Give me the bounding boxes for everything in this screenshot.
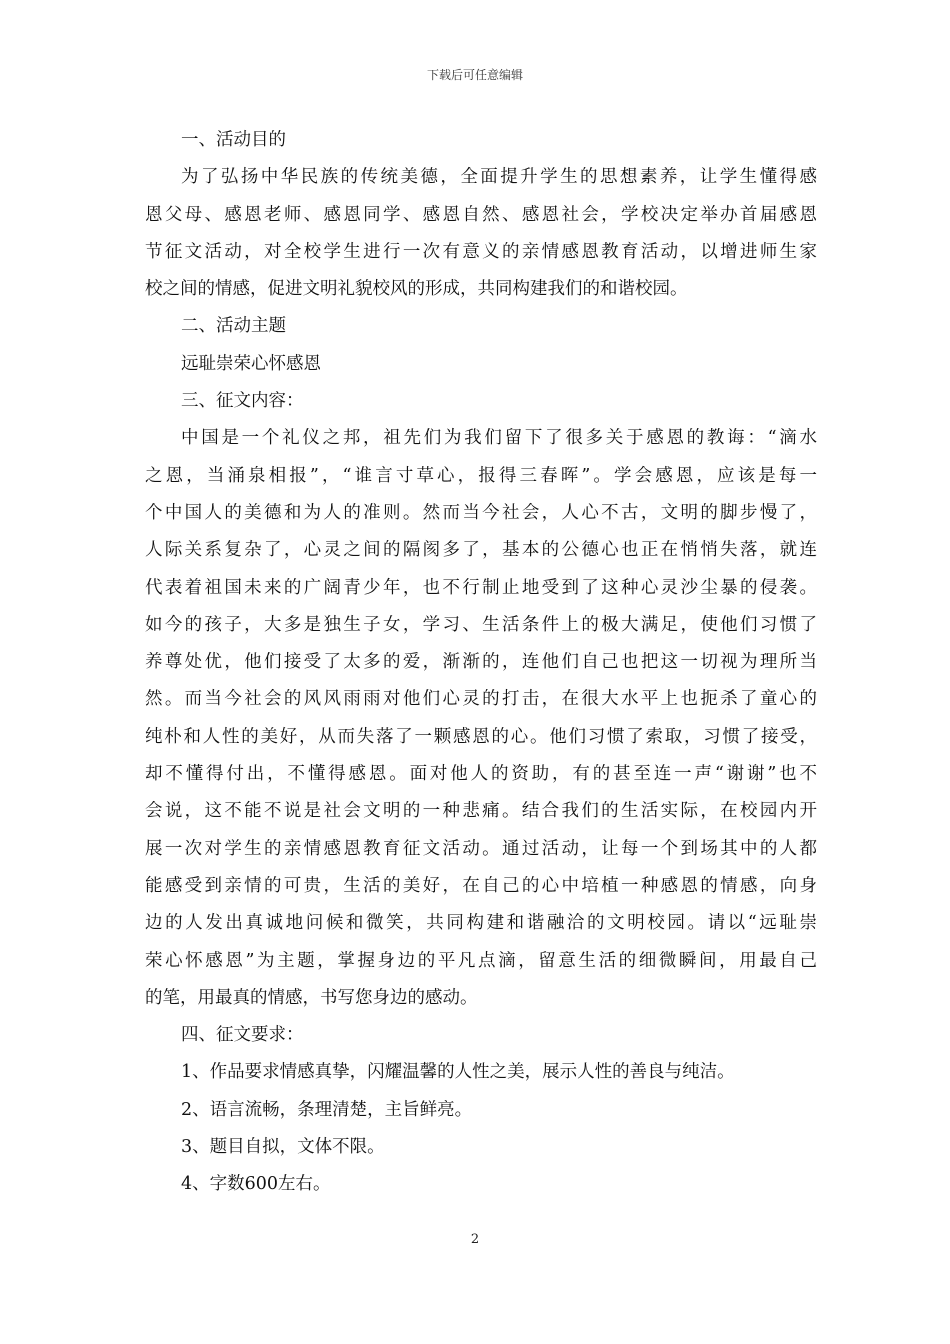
page-header: 下载后可任意编辑	[426, 68, 523, 82]
document-body	[145, 122, 817, 1204]
paragraph-line: 为了弘扬中华民族的传统美德，全面提升学生的思想素养，让学生懂得感	[181, 167, 817, 188]
paragraph-line: 恩父母、感恩老师、感恩同学、感恩自然、感恩社会，学校决定举办首届感恩	[145, 204, 817, 225]
paragraph-line: 然。而当今社会的风风雨雨对他们心灵的打击，在很大水平上也扼杀了童心的	[145, 689, 817, 710]
section-title-theme: 二、活动主题	[181, 316, 286, 337]
paragraph-line: 展一次对学生的亲情感恩教育征文活动。通过活动，让每一个到场其中的人都	[145, 838, 817, 859]
requirement-item: 3、题目自拟，文体不限。	[181, 1137, 385, 1158]
section-title-requirements: 四、征文要求：	[181, 1025, 304, 1046]
section-title-content: 三、征文内容：	[181, 391, 304, 412]
paragraph-line: 荣心怀感恩”为主题，掌握身边的平凡点滴，留意生活的细微瞬间，用最自己	[145, 950, 817, 971]
requirement-item: 4、字数600左右。	[181, 1174, 331, 1195]
paragraph-line: 校之间的情感，促进文明礼貌校风的形成，共同构建我们的和谐校园。	[145, 279, 688, 300]
paragraph-line: 代表着祖国未来的广阔青少年，也不行制止地受到了这种心灵沙尘暴的侵袭。	[145, 577, 817, 598]
requirement-item: 1、作品要求情感真挚，闪耀温馨的人性之美，展示人性的善良与纯洁。	[181, 1062, 735, 1083]
paragraph-line: 人际关系复杂了，心灵之间的隔阂多了，基本的公德心也正在悄悄失落，就连	[145, 540, 817, 561]
theme-text: 远耻崇荣心怀感恩	[181, 353, 321, 374]
paragraph-line: 之恩，当涌泉相报”，“谁言寸草心，报得三春晖”。学会感恩，应该是每一	[145, 465, 817, 486]
section-title-purpose: 一、活动目的	[181, 130, 286, 150]
paragraph-line: 养尊处优，他们接受了太多的爱，渐渐的，连他们自己也把这一切视为理所当	[145, 652, 817, 673]
requirement-item: 2、语言流畅，条理清楚，主旨鲜亮。	[181, 1099, 473, 1120]
paragraph-line: 中国是一个礼仪之邦，祖先们为我们留下了很多关于感恩的教诲：“滴水	[181, 428, 817, 449]
paragraph-line: 会说，这不能不说是社会文明的一种悲痛。结合我们的生活实际，在校园内开	[145, 801, 817, 822]
paragraph-line: 节征文活动，对全校学生进行一次有意义的亲情感恩教育活动，以增进师生家	[145, 241, 817, 262]
paragraph-line: 的笔，用最真的情感，书写您身边的感动。	[145, 987, 478, 1008]
page-number: 2	[470, 1232, 480, 1247]
paragraph-line: 能感受到亲情的可贵，生活的美好，在自己的心中培植一种感恩的情感，向身	[145, 875, 817, 896]
paragraph-line: 却不懂得付出，不懂得感恩。面对他人的资助，有的甚至连一声“谢谢”也不	[145, 764, 817, 785]
paragraph-line: 边的人发出真诚地问候和微笑，共同构建和谐融洽的文明校园。请以“远耻崇	[145, 913, 817, 934]
paragraph-line: 如今的孩子，大多是独生子女，学习、生活条件上的极大满足，使他们习惯了	[145, 614, 817, 635]
paragraph-line: 纯朴和人性的美好，从而失落了一颗感恩的心。他们习惯了索取，习惯了接受，	[145, 726, 817, 747]
paragraph-line: 个中国人的美德和为人的准则。然而当今社会，人心不古，文明的脚步慢了，	[145, 502, 817, 523]
